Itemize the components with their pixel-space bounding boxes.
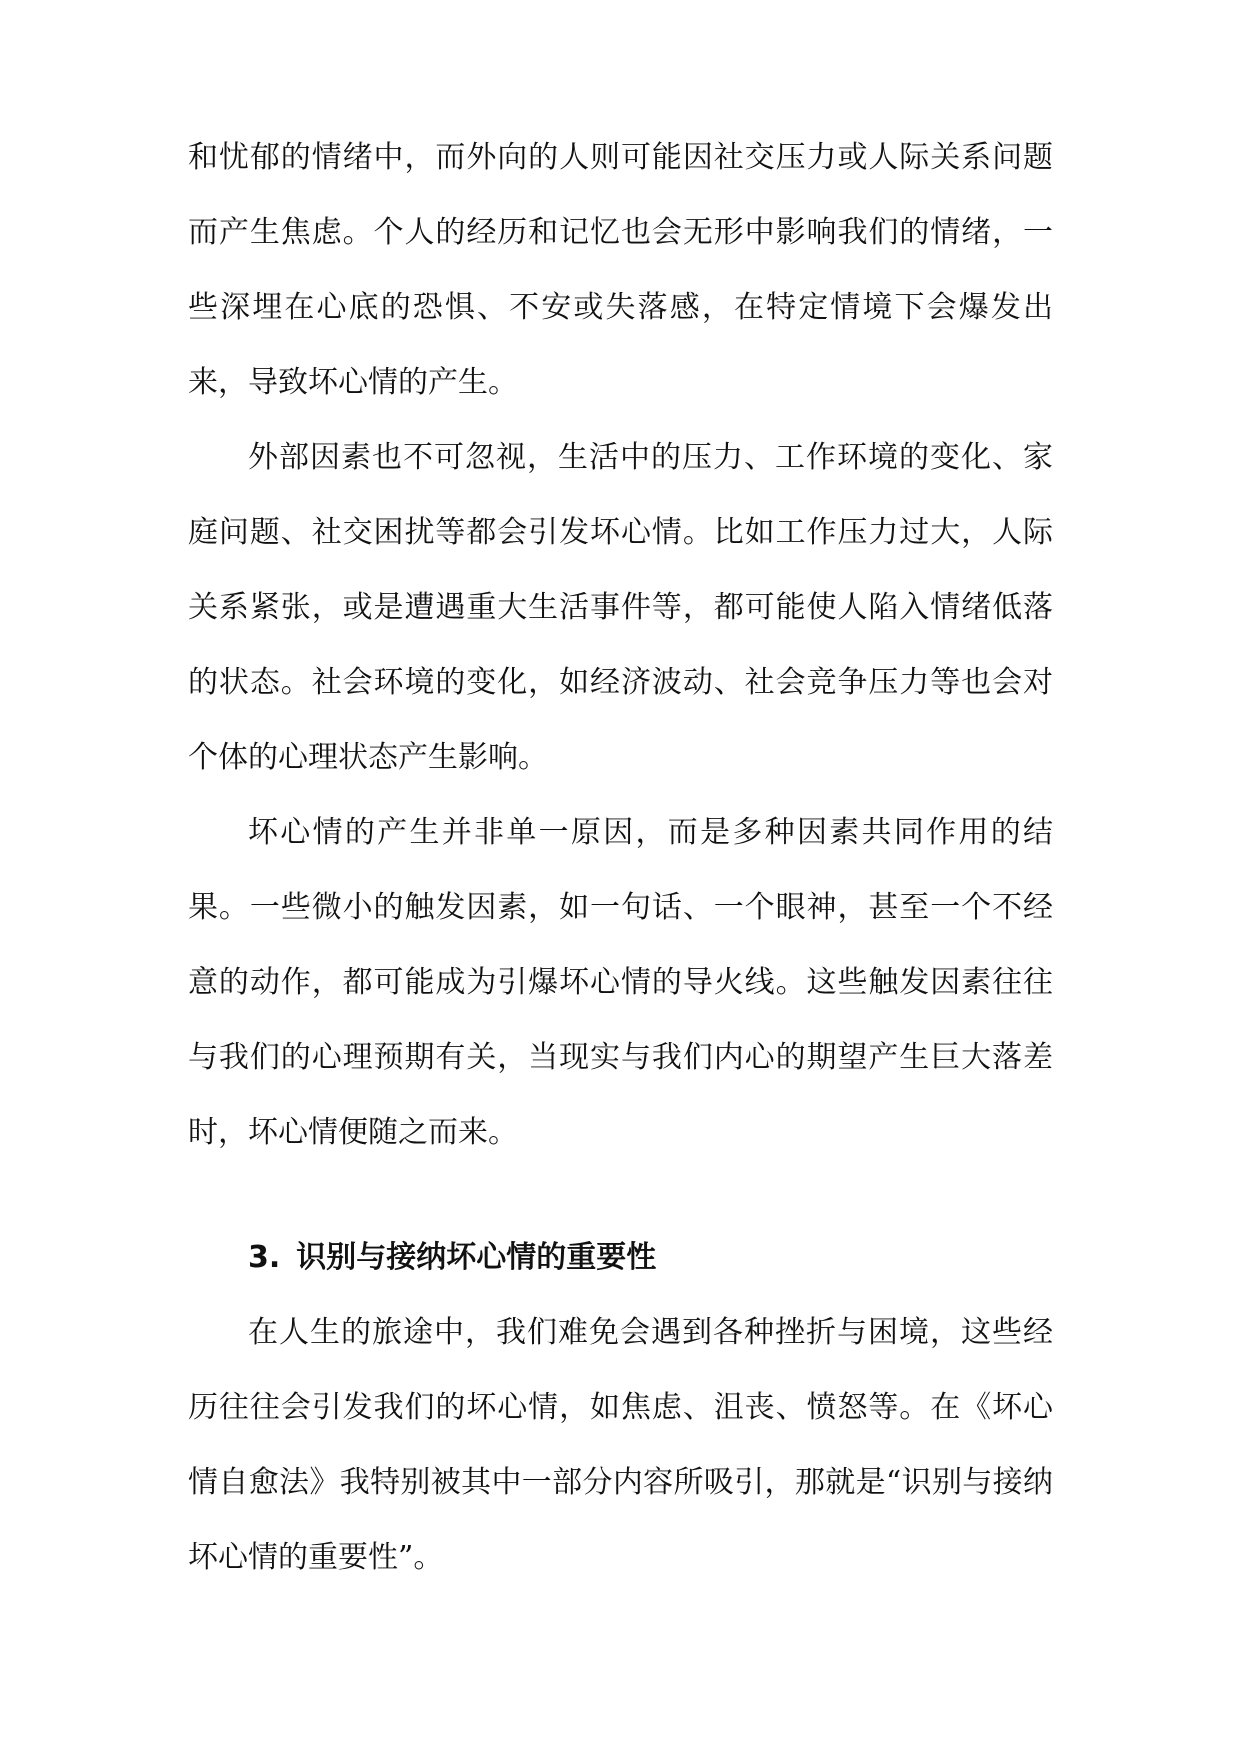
paragraph-continuation: 和忧郁的情绪中，而外向的人则可能因社交压力或人际关系问题而产生焦虑。个人的经历和记忆也会无形中影响我们的情绪，一些深埋在心底的恐惧、不安或失落感，在特定情境下会爆发出来，导致坏心情的产生。 (188, 140, 1053, 400)
paragraph-causes: 坏心情的产生并非单一原因，而是多种因素共同作用的结果。一些微小的触发因素，如一句话、一个眼神，甚至一个不经意的动作，都可能成为引爆坏心情的导火线。这些触发因素往往与我们的心理预期有关，当现实与我们内心的期望产生巨大落差时，坏心情便随之而来。 (188, 815, 1053, 1150)
section-number: 3. (248, 1240, 281, 1275)
section-heading (188, 1220, 1053, 1295)
section-title: 识别与接纳坏心情的重要性 (296, 1240, 657, 1275)
section-spacer (188, 1170, 1053, 1220)
paragraph-importance: 在人生的旅途中，我们难免会遇到各种挫折与困境，这些经历往往会引发我们的坏心情，如焦虑、沮丧、愤怒等。在《坏心情自愈法》我特别被其中一部分内容所吸引，那就是“识别与接纳坏心情的重要性”。 (188, 1315, 1053, 1575)
document-body (188, 120, 1053, 1595)
paragraph-external-factors: 外部因素也不可忽视，生活中的压力、工作环境的变化、家庭问题、社交困扰等都会引发坏心情。比如工作压力过大，人际关系紧张，或是遭遇重大生活事件等，都可能使人陷入情绪低落的状态。社会环境的变化，如经济波动、社会竞争压力等也会对个体的心理状态产生影响。 (188, 440, 1053, 775)
